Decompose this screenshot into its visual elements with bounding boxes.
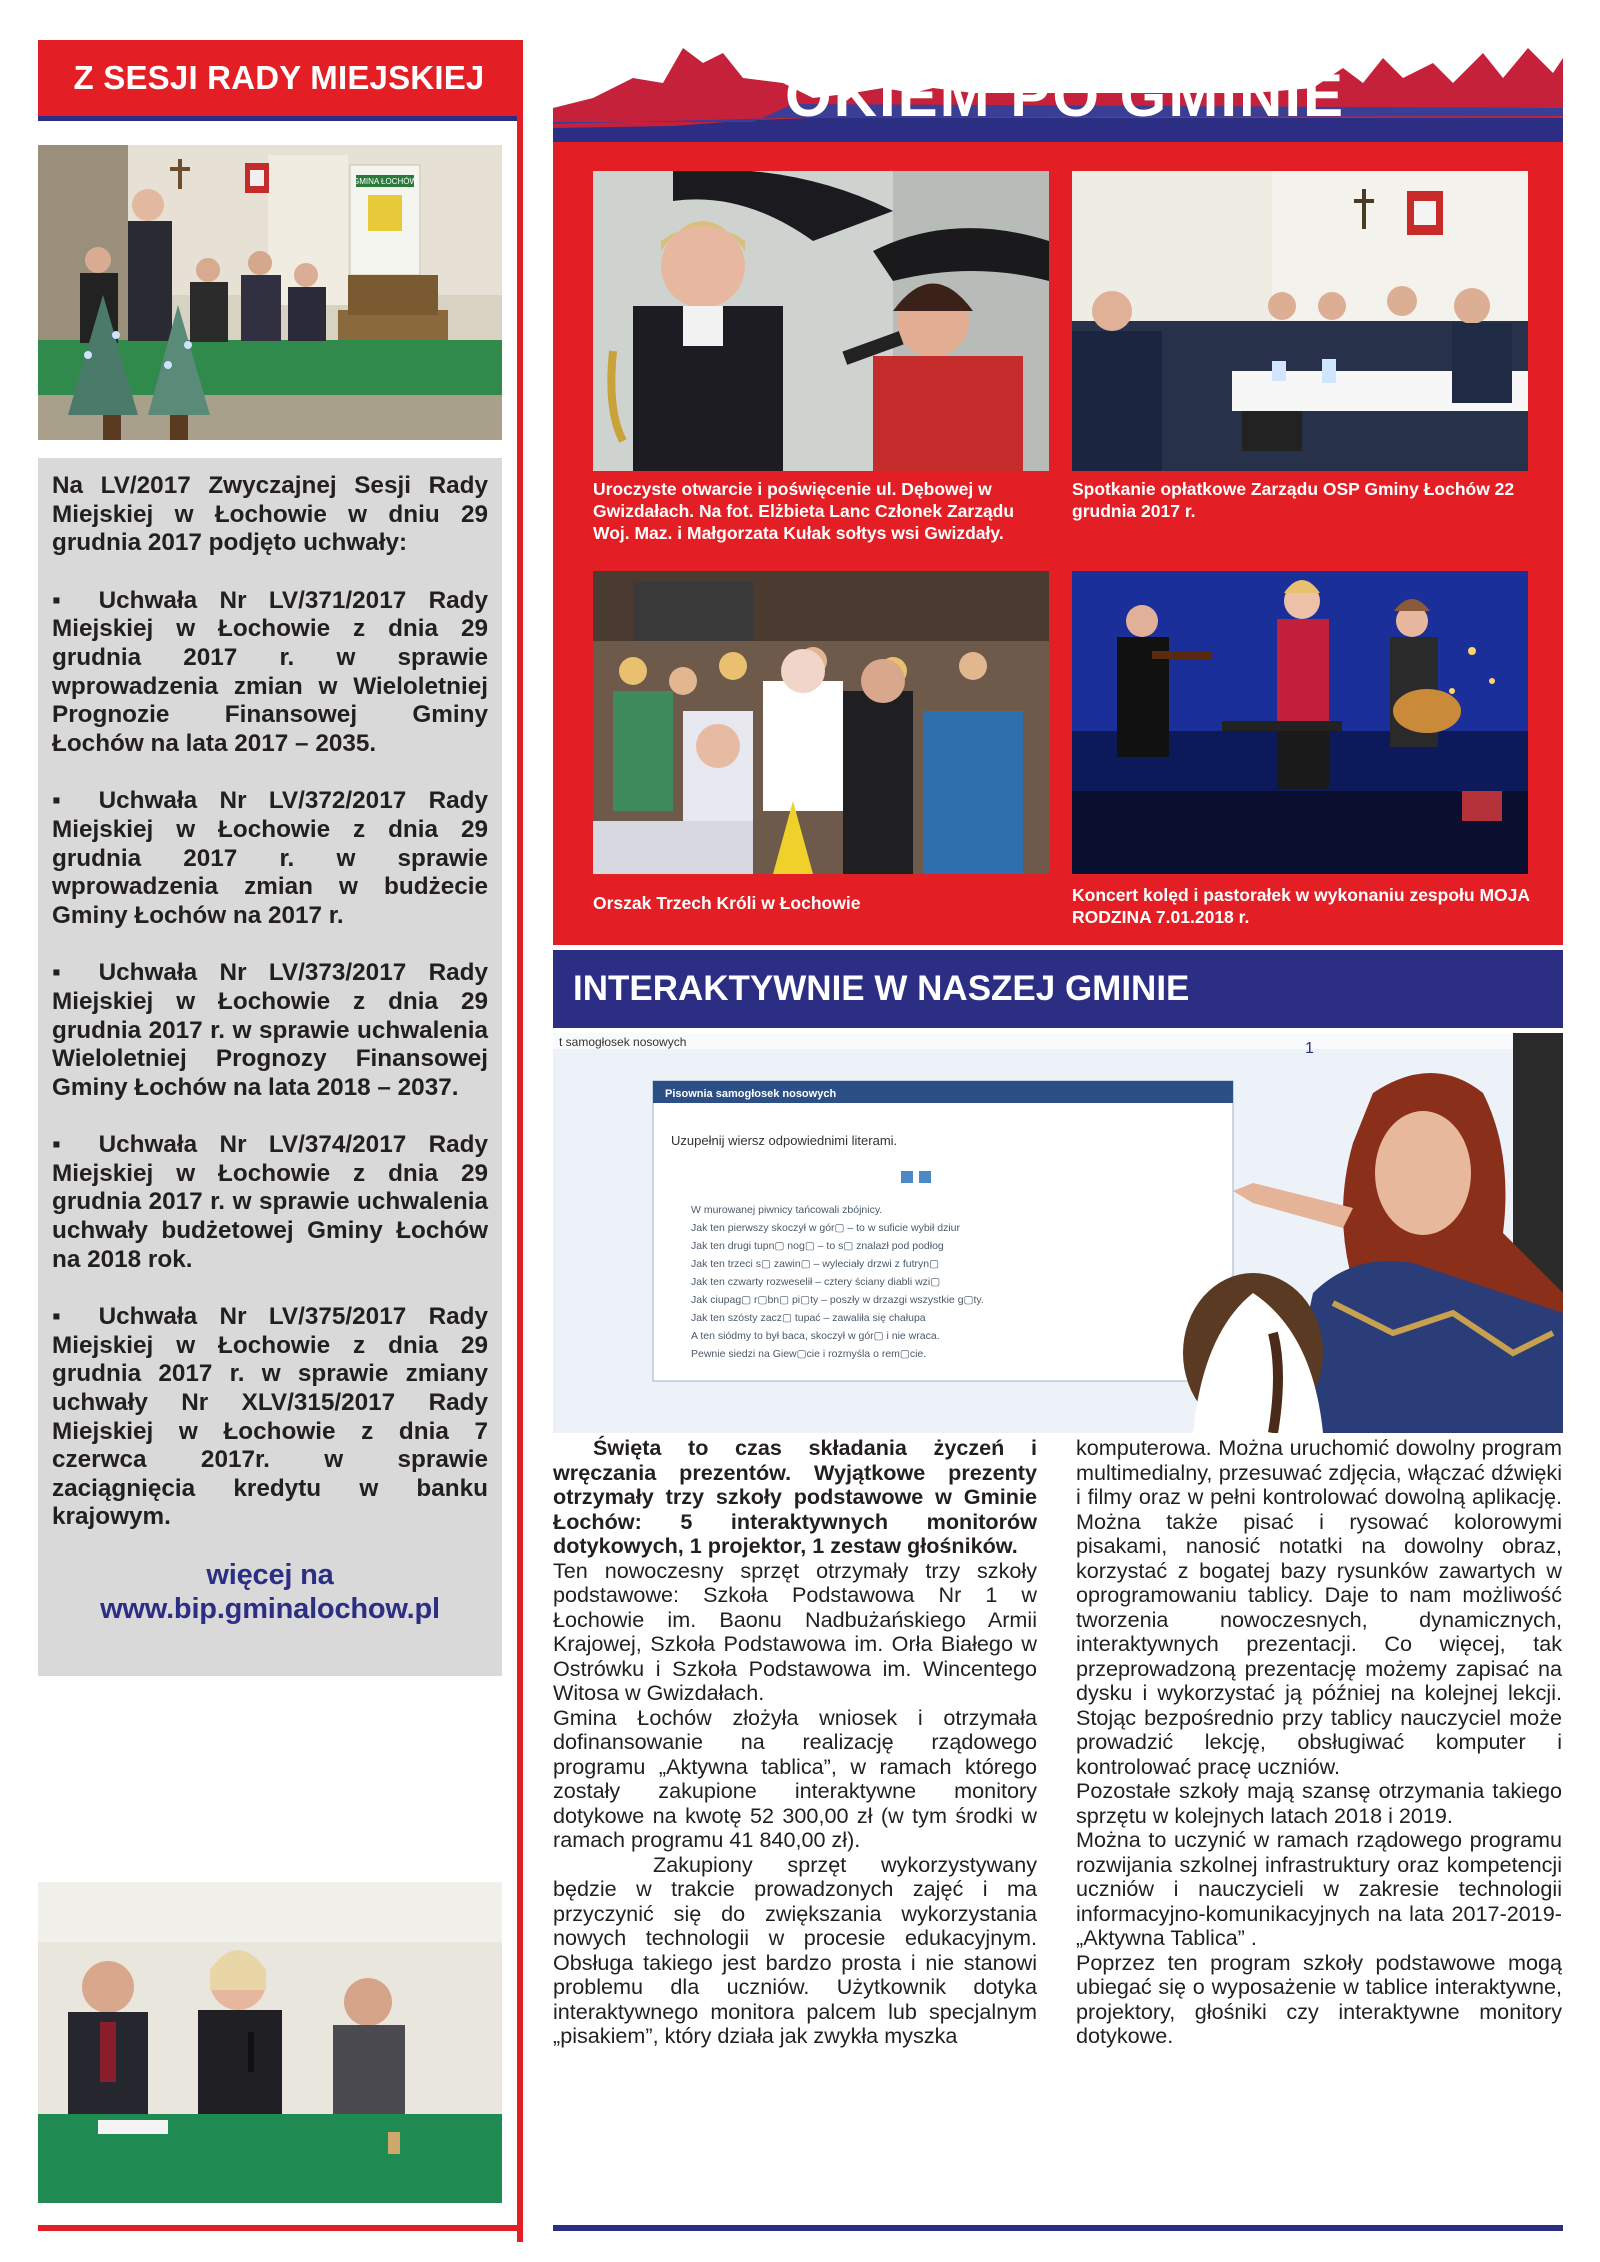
resolution-item: ▪ Uchwała Nr LV/374/2017 Rady Miejskiej w Łochowie z dnia 29 grudnia 2017 r. w sprawie uchwalenia uchwały budżetowej Gminy Łochów na 2018 rok. — [52, 1131, 488, 1273]
resolutions-intro: Na LV/2017 Zwyczajnej Sesji Rady Miejskiej w Łochowie w dniu 29 grudnia 2017 podjęto uchwały: — [52, 472, 488, 557]
caption-osp-meeting: Spotkanie opłatkowe Zarządu OSP Gminy Łochów 22 grudnia 2017 r. — [1072, 479, 1515, 521]
left-title-underline — [38, 116, 520, 121]
poem-line: Jak ten czwarty rozweselił – cztery ściany diabli wzi▢ — [691, 1276, 941, 1288]
article-paragraph: Pozostałe szkoły mają szansę otrzymania takiego sprzętu w kolejnych latach 2018 i 2019. — [1076, 1778, 1562, 1828]
poem-line: Jak ten trzeci s▢ zawin▢ – wyleciały drzwi z futryn▢ — [691, 1258, 939, 1270]
article-paragraph: Zakupiony sprzęt wykorzystywany będzie w trakcie prowadzonych zajęć i ma przyczynić się do zwiększania wykorzystania nowych technologii w procesie edukacyjnym. Obsługa takiego jest bardzo prosta i nie stanowi problemu dla uczniów. Użytkownik dotyka interaktywnego monitora palcem lub specjalnym „pisakiem”, który działa jak zwykła myszka — [553, 1851, 1037, 2048]
council-members-photo — [38, 1882, 502, 2203]
footer-rule-right — [553, 2225, 1563, 2231]
board-panel-title: Pisownia samogłosek nosowych — [665, 1088, 837, 1100]
resolution-item: ▪ Uchwała Nr LV/375/2017 Rady Miejskiej w Łochowie z dnia 29 grudnia 2017 r. w sprawie zmiany uchwały Nr XLV/315/2017 Rady Miejskiej w Łochowie z dnia 7 czerwca 2017r. w sprawie zaciągnięcia kredytu w banku krajowym. — [52, 1303, 488, 1531]
article-paragraph: Można to uczynić w ramach rządowego programu rozwijania szkolnej infrastruktury oraz kompetencji uczniów i nauczycieli w zakresie technologii informacyjno-komunikacyjnych na lata 2017-2019- „Aktywna Tablica” . — [1076, 1827, 1562, 1950]
poem-line: Jak ciupag▢ r▢bn▢ pi▢ty – poszły w drzazgi wszystkie g▢ty. — [691, 1294, 984, 1306]
gmina-sign-text: GMINA ŁOCHÓW — [352, 177, 418, 186]
article-column-2 — [1076, 1436, 1562, 2049]
poem-line: Jak ten szósty zacz▢ tupać – zawaliła się chałupa — [691, 1312, 926, 1324]
board-top-label: t samogłosek nosowych — [559, 1035, 687, 1049]
article-column-1 — [553, 1436, 1037, 2049]
article-paragraph: Gmina Łochów złożyła wniosek i otrzymała dofinansowanie na realizację rządowego programu „Aktywna tablica”, w ramach którego zostały zakupione interaktywne monitory dotykowe na kwotę 52 300,00 zł (w tym środki w ramach programu 41 840,00 zł). — [553, 1704, 1037, 1852]
resolution-item: ▪ Uchwała Nr LV/373/2017 Rady Miejskiej w Łochowie z dnia 29 grudnia 2017 r. w sprawie uchwalenia Wieloletniej Prognozy Finansowej Gminy Łochów na lata 2018 – 2037. — [52, 959, 488, 1101]
board-page-number: 1 — [1305, 1040, 1314, 1057]
bip-link[interactable]: więcej na www.bip.gminalochow.pl — [100, 1559, 440, 1625]
caption-street-opening: Uroczyste otwarcie i poświęcenie ul. Dębowej w Gwizdałach. Na fot. Elżbieta Lanc Członek Zarządu Woj. Maz. i Małgorzata Kułak sołtys wsi Gwizdały. — [593, 479, 1015, 543]
column-divider — [517, 40, 523, 2242]
resolution-item: ▪ Uchwała Nr LV/371/2017 Rady Miejskiej w Łochowie z dnia 29 grudnia 2017 r. w sprawie wprowadzenia zmian w Wieloletniej Prognozie Finansowej Gminy Łochów na lata 2017 – 2035. — [52, 586, 488, 757]
caption-concert: Koncert kolęd i pastorałek w wykonaniu zespołu MOJA RODZINA 7.01.2018 r. — [1072, 885, 1530, 927]
resolution-item: ▪ Uchwała Nr LV/372/2017 Rady Miejskiej w Łochowie z dnia 29 grudnia 2017 r. w sprawie wprowadzenia zmian w budżecie Gminy Łochów na 2017 r. — [52, 787, 488, 929]
article-paragraph: Poprzez ten program szkoły podstawowe mogą ubiegać się o wyposażenie w tablice interaktywne, projektory, głośniki czy interaktywne monitory dotykowe. — [1076, 1949, 1562, 2048]
footer-rule-left — [38, 2225, 520, 2231]
left-section-title: Z SESJI RADY MIEJSKIEJ — [38, 40, 520, 116]
poem-line: Jak ten drugi tupn▢ nog▢ – to s▢ znalazł pod podłog — [691, 1240, 944, 1252]
caption-three-kings: Orszak Trzech Króli w Łochowie — [593, 893, 861, 913]
concert-photo — [1072, 571, 1528, 874]
poem-line: W murowanej piwnicy tańcowali zbójnicy. — [691, 1204, 883, 1216]
article-paragraph: Ten nowoczesny sprzęt otrzymały trzy szkoły podstawowe: Szkoła Podstawowa Nr 1 w Łochowie im. Baonu Nadbużańskiego Armii Krajowej, Szkoła Podstawowa im. Orła Białego w Ostrówku i Szkoła Podstawowa im. Wincentego Witosa w Gwizdałach. — [553, 1557, 1037, 1705]
interactive-board-photo — [553, 1033, 1563, 1433]
article-paragraph: komputerowa. Można uruchomić dowolny program multimedialny, przesuwać zdjęcia, włączać dźwięki i filmy oraz w pełni kontrolować dowolną aplikację. Można także pisać i rysować kolorowymi pisakami, nanosić notatki na dowolny obraz, korzystać z bogatej bazy rysunków zawartych w oprogramowaniu tablicy. Daje to nam możliwość tworzenia nowoczesnych, dynamicznych, interaktywnych prezentacji. Co więcej, tak przeprowadzoną prezentację możemy zapisać na dysku i wykorzystać ją później na kolejnej lekcji. Stojąc bezpośrednio przy tablicy nauczyciel może prowadzić lekcję, obsługiwać komputer i kontrolować pracę uczniów. — [1076, 1435, 1562, 1779]
page-title: OKIEM PO GMINIE — [784, 62, 1346, 129]
council-session-photo — [38, 145, 502, 440]
osp-meeting-photo — [1072, 171, 1528, 471]
resolutions-box — [38, 458, 502, 1676]
three-kings-parade-photo — [593, 571, 1049, 874]
poem-line: A ten siódmy to był baca, skoczył w gór▢ i nie wraca. — [691, 1330, 940, 1342]
interactive-section-title: INTERAKTYWNIE W NASZEJ GMINIE — [553, 950, 1563, 1028]
article-lead: Święta to czas składania życzeń i wręczania prezentów. Wyjątkowe prezenty otrzymały trzy szkoły podstawowe w Gminie Łochów: 5 interaktywnych monitorów dotykowych, 1 projektor, 1 zestaw głośników. — [553, 1435, 1037, 1558]
poem-line: Jak ten pierwszy skoczył w gór▢ – to w suficie wybił dziur — [691, 1222, 961, 1234]
board-instruction: Uzupełnij wiersz odpowiednimi literami. — [671, 1133, 898, 1148]
street-opening-photo — [593, 171, 1049, 471]
poem-line: Pewnie siedzi na Giew▢cie i rozmyśla o rem▢cie. — [691, 1348, 927, 1360]
